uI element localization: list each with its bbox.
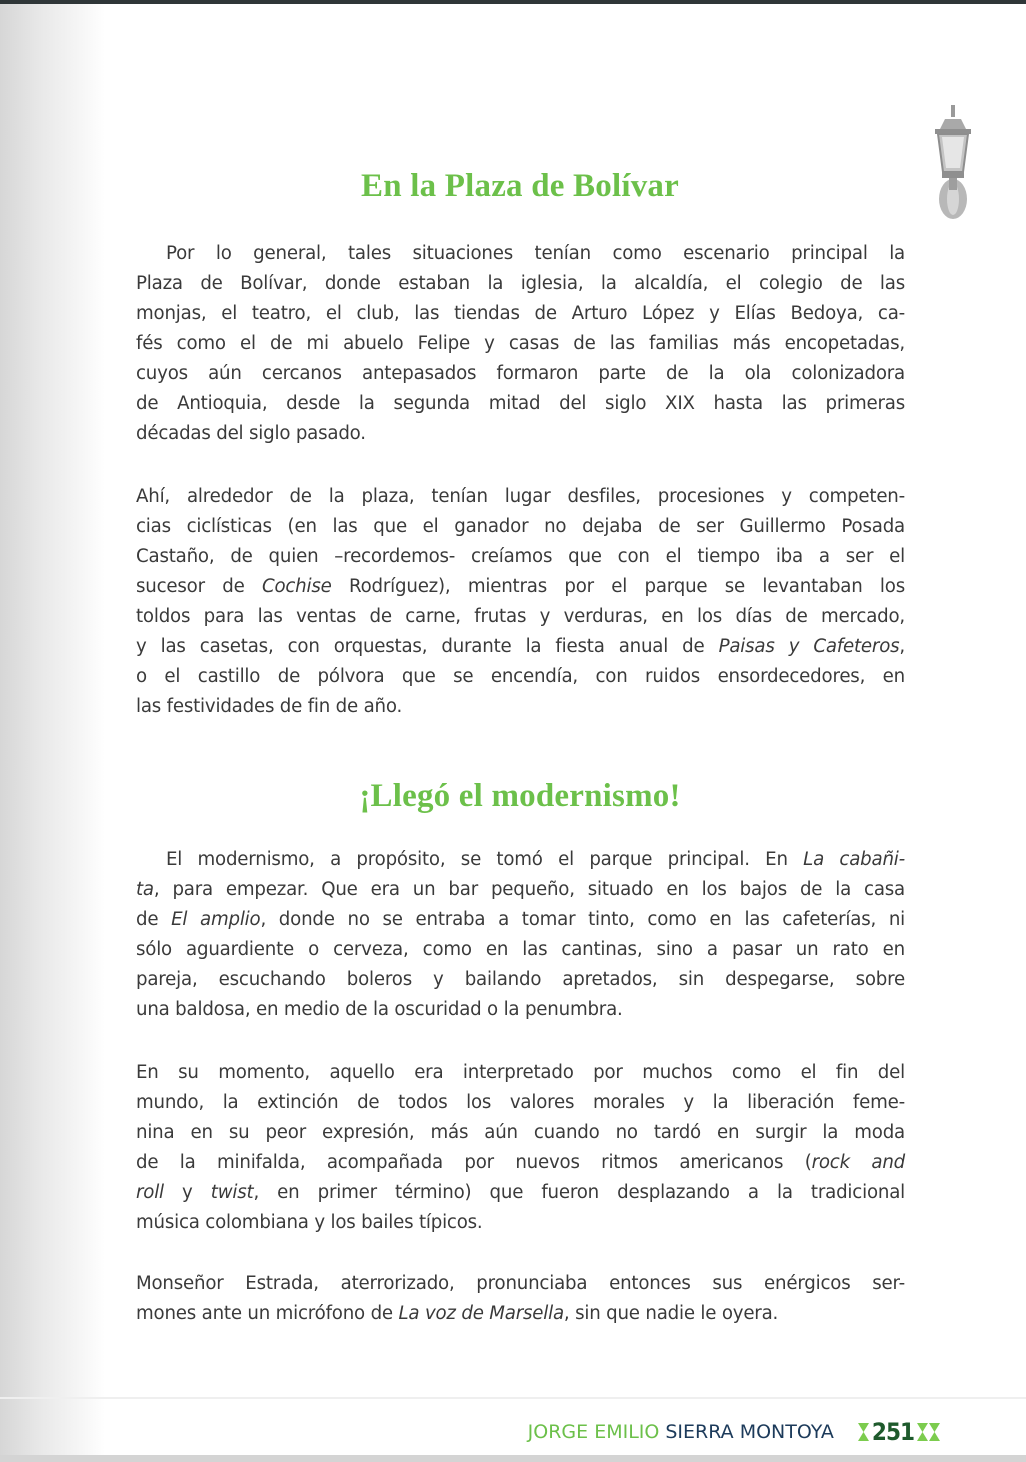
text-run: , para empezar. Que era un bar pequeño, situado en los bajos de la casa (153, 879, 905, 900)
italic-text: Paisas y Cafeteros (718, 636, 900, 657)
italic-text: rock and (811, 1152, 905, 1173)
hourglass-ornament-icon (858, 1423, 869, 1441)
text-line (136, 1058, 905, 1088)
text-run: cuyos aún cercanos antepasados formaron parte de la ola colonizadora (136, 363, 905, 384)
page-footer (528, 1416, 940, 1448)
wall-lantern-icon (928, 105, 978, 223)
section-heading: En la Plaza de Bolívar (361, 168, 679, 204)
text-line (136, 662, 905, 692)
footer-divider (0, 1397, 1026, 1399)
text-run: Rodríguez), mientras por el parque se levantaban los (331, 576, 905, 597)
author-last-name: SIERRA MONTOYA (665, 1421, 834, 1443)
text-run: de la minifalda, acompañada por nuevos ritmos americanos ( (136, 1152, 812, 1173)
italic-text: twist (210, 1182, 254, 1203)
text-run: , donde no se entraba a tomar tinto, como en las cafeterías, ni (260, 909, 906, 930)
italic-text: La voz de Marsella (398, 1303, 564, 1324)
text-run: mundo, la extinción de todos los valores morales y la liberación feme- (136, 1092, 905, 1113)
text-run: Plaza de Bolívar, donde estaban la iglesia, la alcaldía, el colegio de las (136, 273, 905, 294)
text-run: , (899, 636, 905, 657)
text-run: Por lo general, tales situaciones tenían como escenario principal la (166, 243, 905, 264)
italic-text: Cochise (261, 576, 332, 597)
text-line (136, 512, 905, 542)
paragraph (136, 845, 905, 1025)
text-line (136, 419, 905, 449)
text-run: pareja, escuchando boleros y bailando apretados, sin despegarse, sobre (136, 969, 905, 990)
text-run: sucesor de (136, 576, 262, 597)
text-run: , en primer término) que fueron desplazando a la tradicional (253, 1182, 905, 1203)
text-line (136, 1118, 905, 1148)
text-run: fés como el de mi abuelo Felipe y casas de las familias más encopetadas, (136, 333, 905, 354)
text-run: toldos para las ventas de carne, frutas y verduras, en los días de mercado, (136, 606, 905, 627)
italic-text: La cabañi- (803, 849, 905, 870)
text-line (136, 1178, 905, 1208)
text-line (136, 845, 905, 875)
text-run: música colombiana y los bailes típicos. (136, 1212, 483, 1233)
italic-text: El amplio (171, 909, 261, 930)
text-run: Ahí, alrededor de la plaza, tenían lugar desfiles, procesiones y competen- (136, 486, 905, 507)
text-line (136, 965, 905, 995)
text-run: monjas, el teatro, el club, las tiendas de Arturo López y Elías Bedoya, ca- (136, 303, 905, 324)
text-run: y las casetas, con orquestas, durante la fiesta anual de (136, 636, 719, 657)
paragraph (136, 1058, 905, 1238)
text-line (136, 482, 905, 512)
text-run: de (136, 909, 172, 930)
text-line (136, 935, 905, 965)
text-line (136, 1269, 905, 1299)
italic-text: roll (136, 1182, 164, 1203)
text-run: una baldosa, en medio de la oscuridad o la penumbra. (136, 999, 623, 1020)
paragraph (136, 1269, 905, 1329)
author-first-name: JORGE EMILIO (527, 1421, 660, 1443)
text-line (136, 1299, 905, 1329)
text-line (136, 299, 905, 329)
bottom-border (0, 1455, 1026, 1462)
paragraph (136, 482, 905, 722)
text-run: El modernismo, a propósito, se tomó el parque principal. En (166, 849, 804, 870)
hourglass-ornament-icon (929, 1423, 940, 1441)
section-heading: ¡Llegó el modernismo! (359, 778, 681, 814)
italic-text: ta (136, 879, 154, 900)
text-line (136, 542, 905, 572)
text-run: cias ciclísticas (en las que el ganador no dejaba de ser Guillermo Posada (136, 516, 905, 537)
paragraph (136, 239, 905, 449)
text-run: nina en su peor expresión, más aún cuando no tardó en surgir la moda (136, 1122, 905, 1143)
text-line (136, 389, 905, 419)
text-line (136, 269, 905, 299)
text-run: y (163, 1182, 211, 1203)
text-run: , sin que nadie le oyera. (563, 1303, 779, 1324)
text-run: Monseñor Estrada, aterrorizado, pronunciaba entonces sus enérgicos ser- (136, 1273, 905, 1294)
text-run: décadas del siglo pasado. (136, 423, 366, 444)
text-line (136, 905, 905, 935)
text-run: En su momento, aquello era interpretado por muchos como el fin del (136, 1062, 905, 1083)
page-gutter-shadow (0, 4, 105, 1456)
text-line (136, 1148, 905, 1178)
text-line (136, 329, 905, 359)
text-line (136, 572, 905, 602)
text-line (136, 875, 905, 905)
text-run: o el castillo de pólvora que se encendía, con ruidos ensordecedores, en (136, 666, 905, 687)
page-number: 251 (871, 1418, 914, 1446)
text-run: sólo aguardiente o cerveza, como en las cantinas, sino a pasar un rato en (136, 939, 905, 960)
text-line (136, 632, 905, 662)
text-line (136, 692, 905, 722)
top-border (0, 0, 1026, 4)
text-run: Castaño, de quien –recordemos- creíamos que con el tiempo iba a ser el (136, 546, 905, 567)
page-number-block (858, 1418, 940, 1446)
text-line (136, 995, 905, 1025)
text-line (136, 602, 905, 632)
text-line (136, 239, 905, 269)
text-line (136, 1088, 905, 1118)
text-run: mones ante un micrófono de (136, 1303, 399, 1324)
text-run: de Antioquia, desde la segunda mitad del siglo XIX hasta las primeras (136, 393, 905, 414)
text-line (136, 1208, 905, 1238)
hourglass-ornament-icon (917, 1423, 928, 1441)
text-run: las festividades de fin de año. (136, 696, 403, 717)
text-line (136, 359, 905, 389)
